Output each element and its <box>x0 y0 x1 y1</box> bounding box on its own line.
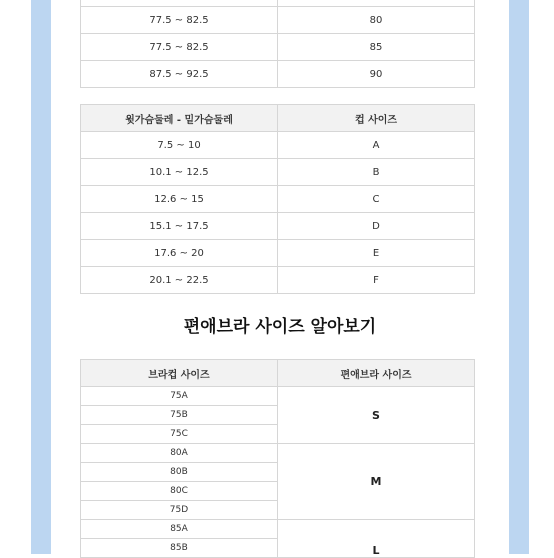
table-row <box>81 387 475 406</box>
right-blue-border <box>509 0 529 554</box>
table-row <box>81 520 475 539</box>
table-row <box>81 61 475 88</box>
header-bra-cup-size: 브라컵 사이즈 <box>81 360 278 387</box>
size-cell-s: S <box>278 387 475 444</box>
table-row <box>81 34 475 61</box>
table-row <box>81 132 475 159</box>
range-cell: 15.1 ~ 17.5 <box>81 213 278 240</box>
cup-cell: 75C <box>81 425 278 444</box>
cup-cell: B <box>278 159 475 186</box>
cup-cell: A <box>278 132 475 159</box>
cup-cell: 80C <box>81 482 278 501</box>
header-cup-size: 컵 사이즈 <box>278 105 475 132</box>
table-header-row <box>81 360 475 387</box>
cup-cell: 85B <box>81 539 278 558</box>
table-row <box>81 159 475 186</box>
header-brand-size: 편애브라 사이즈 <box>278 360 475 387</box>
header-bust-difference: 윗가슴둘레 - 밑가슴둘레 <box>81 105 278 132</box>
left-blue-border <box>31 0 51 554</box>
table-row <box>81 444 475 463</box>
table-row <box>81 213 475 240</box>
size-cell: 80 <box>278 7 475 34</box>
band-size-table <box>80 0 475 88</box>
range-cell: 12.6 ~ 15 <box>81 186 278 213</box>
range-cell: 77.5 ~ 82.5 <box>81 7 278 34</box>
size-cell-l: L <box>278 520 475 558</box>
cup-cell: 80B <box>81 463 278 482</box>
cup-cell: 80A <box>81 444 278 463</box>
cup-cell: C <box>278 186 475 213</box>
size-cell: 85 <box>278 34 475 61</box>
cup-cell: E <box>278 240 475 267</box>
cup-cell: 75D <box>81 501 278 520</box>
table-header-row <box>81 105 475 132</box>
range-cell: 20.1 ~ 22.5 <box>81 267 278 294</box>
cup-cell: F <box>278 267 475 294</box>
range-cell: 17.6 ~ 20 <box>81 240 278 267</box>
range-cell: 77.5 ~ 82.5 <box>81 34 278 61</box>
size-cell: 90 <box>278 61 475 88</box>
range-cell: 7.5 ~ 10 <box>81 132 278 159</box>
table-row <box>81 267 475 294</box>
bra-size-table <box>80 359 475 558</box>
size-cell-m: M <box>278 444 475 520</box>
cup-cell: D <box>278 213 475 240</box>
cup-cell: 75B <box>81 406 278 425</box>
section-title: 편애브라 사이즈 알아보기 <box>183 317 377 337</box>
range-cell: 10.1 ~ 12.5 <box>81 159 278 186</box>
table-row <box>81 7 475 34</box>
cup-size-table <box>80 104 475 294</box>
range-cell: 87.5 ~ 92.5 <box>81 61 278 88</box>
cup-cell: 75A <box>81 387 278 406</box>
table-row <box>81 186 475 213</box>
cup-cell: 85A <box>81 520 278 539</box>
table-row <box>81 240 475 267</box>
